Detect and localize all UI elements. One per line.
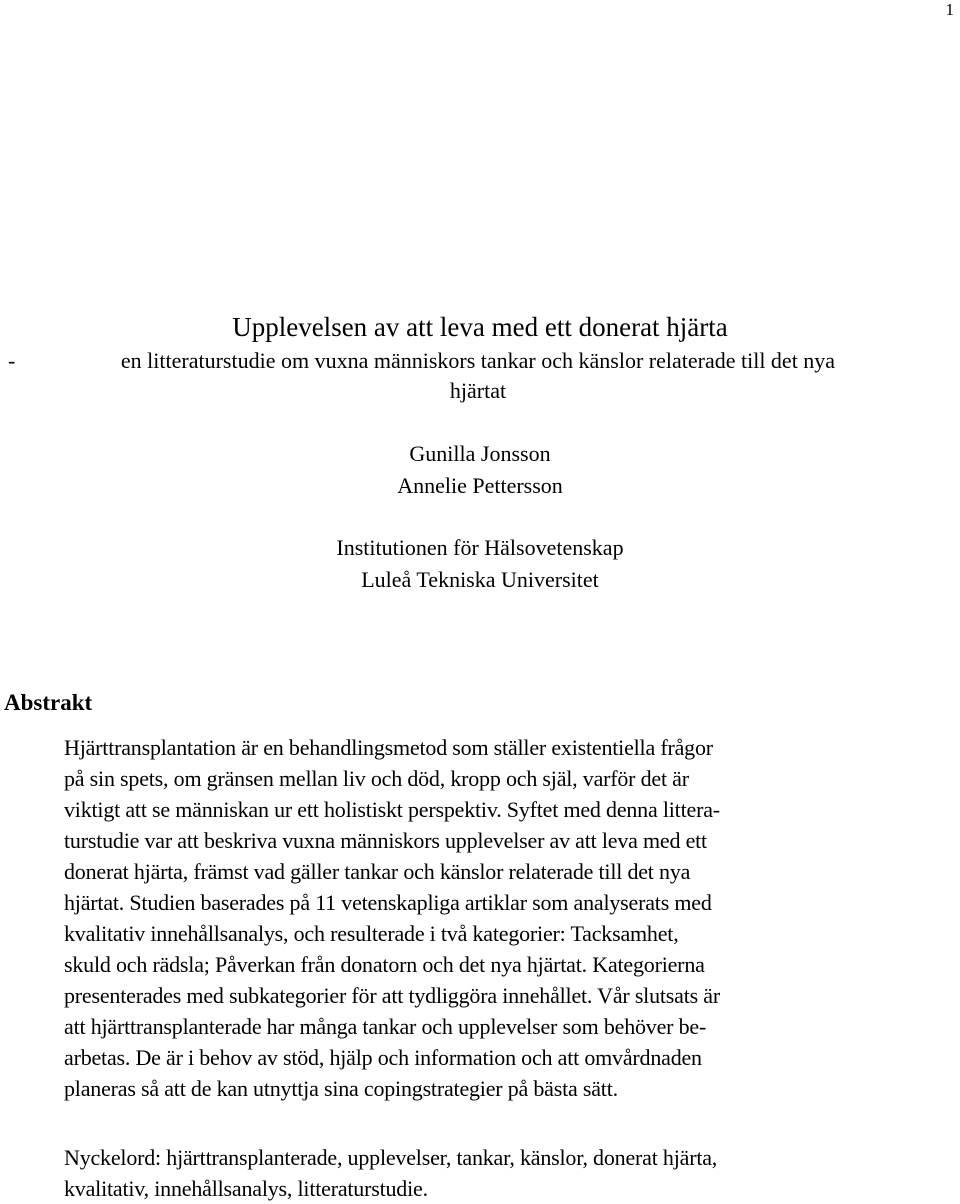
university-name: Luleå Tekniska Universitet	[361, 567, 599, 592]
document-title: Upplevelsen av att leva med ett donerat hjärta	[232, 312, 728, 342]
author-name: Annelie Pettersson	[397, 473, 563, 498]
subtitle-dash: -	[8, 348, 16, 373]
abstract-line: kvalitativ innehållsanalys, och resulterade i två kategorier: Tacksamhet,	[64, 921, 679, 946]
abstract-body	[64, 732, 960, 1104]
keywords	[64, 1142, 960, 1204]
author-name: Gunilla Jonsson	[409, 441, 551, 466]
affiliation	[0, 532, 960, 596]
subtitle-line-1: en litteraturstudie om vuxna människors tankar och känslor relaterade till det nya	[120, 348, 836, 373]
abstract-line: att hjärttransplanterade har många tankar och upplevelser som behöver be-	[64, 1014, 707, 1039]
abstract-line: presenterades med subkategorier för att tydliggöra innehållet. Vår slutsats är	[64, 983, 720, 1008]
document-subtitle	[8, 346, 948, 406]
abstract-line: hjärtat. Studien baserades på 11 vetenskapliga artiklar som analyserats med	[64, 890, 712, 915]
abstract-heading: Abstrakt	[4, 690, 93, 715]
abstract-line: arbetas. De är i behov av stöd, hjälp och information och att omvårdnaden	[64, 1045, 702, 1070]
abstract-line: viktigt att se människan ur ett holistiskt perspektiv. Syftet med denna littera-	[64, 797, 720, 822]
page-number: 1	[945, 0, 954, 19]
abstract-line: donerat hjärta, främst vad gäller tankar och känslor relaterade till det nya	[64, 859, 691, 884]
institution-name: Institutionen för Hälsovetenskap	[336, 535, 624, 560]
abstract-line: turstudie var att beskriva vuxna människors upplevelser av att leva med ett	[64, 828, 707, 853]
abstract-line: skuld och rädsla; Påverkan från donatorn och det nya hjärtat. Kategorierna	[64, 952, 705, 977]
keywords-line-1: Nyckelord: hjärttransplanterade, upplevelser, tankar, känslor, donerat hjärta,	[64, 1145, 718, 1170]
authors	[0, 438, 960, 502]
keywords-line-2: kvalitativ, innehållsanalys, litteraturstudie.	[64, 1176, 428, 1201]
abstract-line: Hjärttransplantation är en behandlingsmetod som ställer existentiella frågor	[64, 735, 713, 760]
subtitle-line-2: hjärtat	[449, 378, 507, 403]
abstract-line: planeras så att de kan utnyttja sina copingstrategier på bästa sätt.	[64, 1076, 618, 1101]
abstract-line: på sin spets, om gränsen mellan liv och död, kropp och själ, varför det är	[64, 766, 689, 791]
